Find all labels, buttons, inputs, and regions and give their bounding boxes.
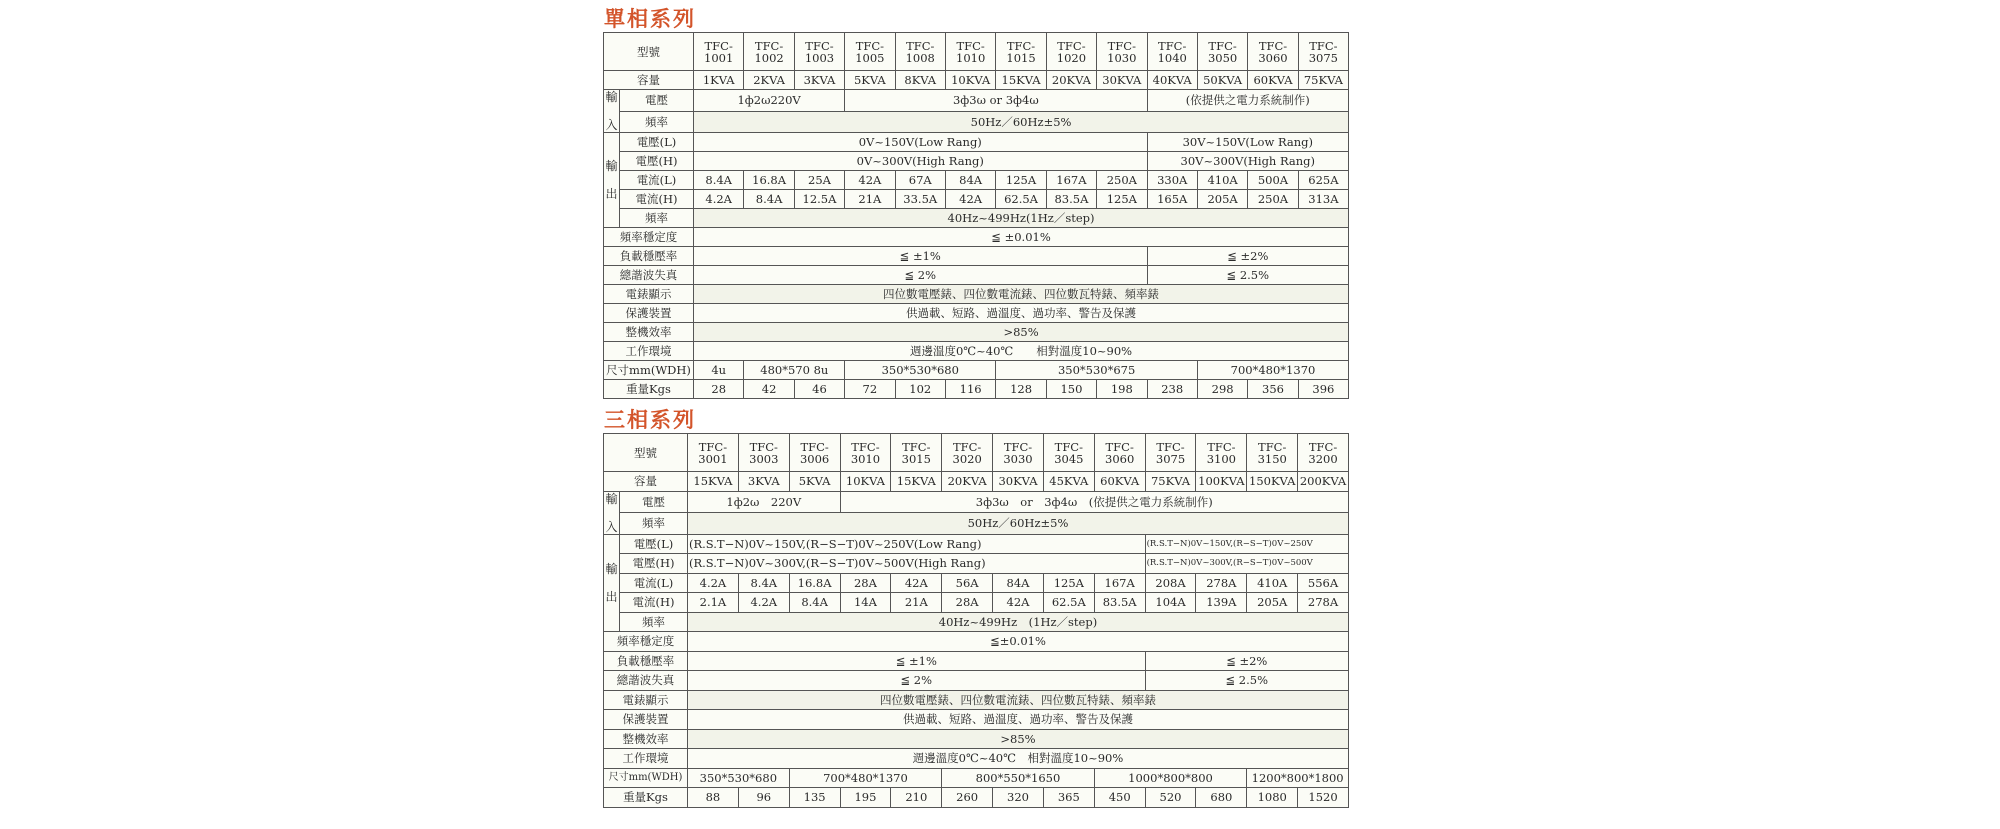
size-cell: 4u <box>694 361 744 380</box>
model-cell: TFC- 1020 <box>1046 33 1096 71</box>
stability-row <box>604 632 1349 652</box>
stability-value: ≦ ±0.01% <box>694 228 1349 247</box>
model-cell: TFC- 1003 <box>794 33 844 71</box>
efficiency-value: >85% <box>688 729 1349 749</box>
curr-l-cell: 278A <box>1196 573 1247 593</box>
capacity-label: 容量 <box>604 71 694 90</box>
curr-h-cell: 205A <box>1247 593 1298 613</box>
protection-row <box>604 710 1349 730</box>
thd-value-high: ≦ 2.5% <box>1145 671 1348 691</box>
size-cell: 350*530*675 <box>996 361 1198 380</box>
capacity-cell: 150KVA <box>1247 472 1298 492</box>
input-voltage-three: 3ф3ω or 3ф4ω (依提供之電力系統制作) <box>840 491 1348 513</box>
environment-value: 週邊溫度0℃~40℃ 相對溫度10~90% <box>694 342 1349 361</box>
input-group-label: 輸 入 <box>605 90 618 132</box>
weight-cell: 356 <box>1248 380 1298 399</box>
curr-l-cell: 84A <box>945 171 995 190</box>
weight-cell: 520 <box>1145 788 1196 808</box>
volt-h-label: 電壓(H) <box>620 152 694 171</box>
curr-h-cell: 313A <box>1298 190 1348 209</box>
curr-h-cell: 104A <box>1145 593 1196 613</box>
weight-cell: 298 <box>1197 380 1247 399</box>
curr-h-cell: 250A <box>1248 190 1298 209</box>
output-group-label: 輸 出 <box>604 133 620 228</box>
size-cell: 1200*800*1800 <box>1247 768 1349 788</box>
model-row <box>604 33 1349 71</box>
capacity-cell: 30KVA <box>993 472 1044 492</box>
model-cell: TFC- 3003 <box>738 434 789 472</box>
output-curr-l-row <box>604 171 1349 190</box>
load-regulation-value-high: ≦ ±2% <box>1147 247 1349 266</box>
input-freq-value: 50Hz／60Hz±5% <box>688 513 1349 535</box>
weight-cell: 96 <box>738 788 789 808</box>
curr-h-label: 電流(H) <box>620 190 694 209</box>
load-regulation-value: ≦ ±1% <box>694 247 1148 266</box>
volt-h-value: 0V~300V(High Rang) <box>694 152 1148 171</box>
model-cell: TFC- 3030 <box>993 434 1044 472</box>
curr-h-cell: 21A <box>891 593 942 613</box>
weight-row <box>604 788 1349 808</box>
volt-l-label: 電壓(L) <box>620 534 688 554</box>
load-regulation-value-high: ≦ ±2% <box>1145 651 1348 671</box>
environment-row <box>604 749 1349 769</box>
thd-value-high: ≦ 2.5% <box>1147 266 1349 285</box>
curr-l-cell: 42A <box>845 171 895 190</box>
environment-value: 週邊溫度0℃~40℃ 相對溫度10~90% <box>688 749 1349 769</box>
model-label: 型號 <box>604 434 688 472</box>
output-group-label: 輸 出 <box>604 534 620 632</box>
input-freq-row <box>604 111 1349 133</box>
load-regulation-label: 負載穩壓率 <box>604 651 688 671</box>
curr-h-cell: 4.2A <box>694 190 744 209</box>
weight-cell: 238 <box>1147 380 1197 399</box>
capacity-cell: 20KVA <box>1046 71 1096 90</box>
input-freq-label: 頻率 <box>620 111 694 133</box>
capacity-cell: 75KVA <box>1145 472 1196 492</box>
weight-cell: 396 <box>1298 380 1348 399</box>
model-cell: TFC- 3010 <box>840 434 891 472</box>
meter-value: 四位數電壓錶、四位數電流錶、四位數瓦特錶、頻率錶 <box>688 690 1349 710</box>
load-regulation-label: 負載穩壓率 <box>604 247 694 266</box>
curr-l-cell: 556A <box>1298 573 1349 593</box>
model-cell: TFC- 1005 <box>845 33 895 71</box>
capacity-cell: 10KVA <box>945 71 995 90</box>
thd-label: 總諧波失真 <box>604 266 694 285</box>
curr-h-cell: 125A <box>1097 190 1147 209</box>
thd-label: 總諧波失真 <box>604 671 688 691</box>
capacity-cell: 20KVA <box>942 472 993 492</box>
size-row <box>604 768 1349 788</box>
single-phase-title: 單相系列 <box>604 7 696 31</box>
model-cell: TFC- 3050 <box>1197 33 1247 71</box>
meter-label: 電錶顯示 <box>604 285 694 304</box>
input-voltage-label: 電壓 <box>620 90 694 112</box>
curr-l-cell: 56A <box>942 573 993 593</box>
model-cell: TFC- 1030 <box>1097 33 1147 71</box>
curr-l-cell: 625A <box>1298 171 1348 190</box>
volt-l-value-high: (R.S.T−N)0V~150V,(R−S−T)0V~250V <box>1145 534 1348 554</box>
output-curr-l-row <box>604 573 1349 593</box>
curr-l-label: 電流(L) <box>620 171 694 190</box>
output-freq-row <box>604 612 1349 632</box>
model-cell: TFC- 3060 <box>1248 33 1298 71</box>
capacity-cell: 15KVA <box>688 472 739 492</box>
weight-cell: 116 <box>945 380 995 399</box>
efficiency-value: >85% <box>694 323 1349 342</box>
capacity-cell: 5KVA <box>845 71 895 90</box>
output-curr-h-row <box>604 190 1349 209</box>
curr-h-cell: 8.4A <box>744 190 794 209</box>
volt-h-label: 電壓(H) <box>620 554 688 574</box>
curr-h-cell: 62.5A <box>1043 593 1094 613</box>
input-voltage-three: 3ф3ω or 3ф4ω <box>845 90 1147 112</box>
capacity-cell: 10KVA <box>840 472 891 492</box>
curr-h-cell: 12.5A <box>794 190 844 209</box>
curr-h-cell: 8.4A <box>789 593 840 613</box>
output-freq-label: 頻率 <box>620 209 694 228</box>
capacity-cell: 75KVA <box>1298 71 1348 90</box>
curr-l-cell: 250A <box>1097 171 1147 190</box>
input-voltage-label: 電壓 <box>620 491 688 513</box>
curr-h-cell: 14A <box>840 593 891 613</box>
output-freq-value: 40Hz~499Hz (1Hz／step) <box>688 612 1349 632</box>
capacity-cell: 45KVA <box>1043 472 1094 492</box>
size-cell: 700*480*1370 <box>1197 361 1348 380</box>
curr-h-label: 電流(H) <box>620 593 688 613</box>
capacity-cell: 3KVA <box>794 71 844 90</box>
curr-h-cell: 2.1A <box>688 593 739 613</box>
model-cell: TFC- 1010 <box>945 33 995 71</box>
model-cell: TFC- 3200 <box>1298 434 1349 472</box>
curr-l-cell: 25A <box>794 171 844 190</box>
protection-row <box>604 304 1349 323</box>
volt-h-value-high: (R.S.T−N)0V~300V,(R−S−T)0V~500V <box>1145 554 1348 574</box>
curr-l-cell: 125A <box>1043 573 1094 593</box>
model-cell: TFC- 3020 <box>942 434 993 472</box>
weight-cell: 450 <box>1094 788 1145 808</box>
capacity-cell: 15KVA <box>891 472 942 492</box>
curr-h-cell: 83.5A <box>1094 593 1145 613</box>
capacity-cell: 3KVA <box>738 472 789 492</box>
stability-label: 頻率穩定度 <box>604 228 694 247</box>
weight-cell: 135 <box>789 788 840 808</box>
weight-cell: 1080 <box>1247 788 1298 808</box>
input-group-label: 輸 入 <box>605 491 618 534</box>
curr-l-cell: 16.8A <box>789 573 840 593</box>
model-cell: TFC- 3006 <box>789 434 840 472</box>
model-cell: TFC- 3150 <box>1247 434 1298 472</box>
curr-h-cell: 42A <box>945 190 995 209</box>
capacity-cell: 60KVA <box>1094 472 1145 492</box>
curr-h-cell: 278A <box>1298 593 1349 613</box>
capacity-cell: 8KVA <box>895 71 945 90</box>
size-label: 尺寸mm(WDH) <box>604 361 694 380</box>
spec-document <box>603 6 1348 808</box>
efficiency-row <box>604 729 1349 749</box>
output-volt-h-row <box>604 554 1349 574</box>
input-voltage-row <box>604 90 1349 112</box>
three-phase-title: 三相系列 <box>604 408 696 432</box>
protection-value: 供過載、短路、過溫度、過功率、警告及保護 <box>688 710 1349 730</box>
protection-label: 保護裝置 <box>604 304 694 323</box>
meter-label: 電錶顯示 <box>604 690 688 710</box>
size-cell: 350*530*680 <box>688 768 790 788</box>
curr-l-cell: 208A <box>1145 573 1196 593</box>
weight-cell: 680 <box>1196 788 1247 808</box>
weight-row <box>604 380 1349 399</box>
model-row <box>604 434 1349 472</box>
capacity-cell: 30KVA <box>1097 71 1147 90</box>
capacity-cell: 60KVA <box>1248 71 1298 90</box>
weight-cell: 365 <box>1043 788 1094 808</box>
curr-l-cell: 167A <box>1094 573 1145 593</box>
curr-l-cell: 410A <box>1247 573 1298 593</box>
model-cell: TFC- 3075 <box>1298 33 1348 71</box>
weight-cell: 46 <box>794 380 844 399</box>
curr-l-label: 電流(L) <box>620 573 688 593</box>
weight-cell: 1520 <box>1298 788 1349 808</box>
weight-label: 重量Kgs <box>604 380 694 399</box>
thd-row <box>604 671 1349 691</box>
output-volt-h-row <box>604 152 1349 171</box>
volt-h-value: (R.S.T−N)0V~300V,(R−S−T)0V~500V(High Rang) <box>688 554 1146 574</box>
volt-l-label: 電壓(L) <box>620 133 694 152</box>
curr-h-cell: 21A <box>845 190 895 209</box>
capacity-row <box>604 472 1349 492</box>
output-freq-value: 40Hz~499Hz(1Hz／step) <box>694 209 1349 228</box>
weight-cell: 198 <box>1097 380 1147 399</box>
output-volt-l-row <box>604 534 1349 554</box>
stability-value: ≦±0.01% <box>688 632 1349 652</box>
curr-h-cell: 42A <box>993 593 1044 613</box>
capacity-cell: 200KVA <box>1298 472 1349 492</box>
size-cell: 480*570 8u <box>744 361 845 380</box>
model-cell: TFC- 3100 <box>1196 434 1247 472</box>
capacity-cell: 100KVA <box>1196 472 1247 492</box>
model-cell: TFC- 3045 <box>1043 434 1094 472</box>
input-freq-label: 頻率 <box>620 513 688 535</box>
input-freq-row <box>604 513 1349 535</box>
size-row <box>604 361 1349 380</box>
model-cell: TFC- 3001 <box>688 434 739 472</box>
capacity-label: 容量 <box>604 472 688 492</box>
weight-cell: 260 <box>942 788 993 808</box>
curr-h-cell: 139A <box>1196 593 1247 613</box>
output-freq-row <box>604 209 1349 228</box>
volt-h-value-high: 30V~300V(High Rang) <box>1147 152 1349 171</box>
capacity-cell: 50KVA <box>1197 71 1247 90</box>
curr-l-cell: 167A <box>1046 171 1096 190</box>
model-cell: TFC- 1002 <box>744 33 794 71</box>
model-cell: TFC- 1015 <box>996 33 1046 71</box>
model-cell: TFC- 3060 <box>1094 434 1145 472</box>
meter-row <box>604 285 1349 304</box>
load-regulation-row <box>604 247 1349 266</box>
curr-h-cell: 205A <box>1197 190 1247 209</box>
weight-cell: 88 <box>688 788 739 808</box>
stability-row <box>604 228 1349 247</box>
thd-row <box>604 266 1349 285</box>
thd-value: ≦ 2% <box>688 671 1146 691</box>
environment-label: 工作環境 <box>604 749 688 769</box>
curr-l-cell: 500A <box>1248 171 1298 190</box>
size-cell: 1000*800*800 <box>1094 768 1247 788</box>
protection-label: 保護裝置 <box>604 710 688 730</box>
model-cell: TFC- 1001 <box>694 33 744 71</box>
weight-label: 重量Kgs <box>604 788 688 808</box>
size-cell: 350*530*680 <box>845 361 996 380</box>
curr-l-cell: 330A <box>1147 171 1197 190</box>
single-phase-table <box>603 32 1349 399</box>
capacity-cell: 15KVA <box>996 71 1046 90</box>
efficiency-label: 整機效率 <box>604 323 694 342</box>
curr-l-cell: 125A <box>996 171 1046 190</box>
model-cell: TFC- 1008 <box>895 33 945 71</box>
output-freq-label: 頻率 <box>620 612 688 632</box>
model-label: 型號 <box>604 33 694 71</box>
curr-l-cell: 16.8A <box>744 171 794 190</box>
curr-l-cell: 67A <box>895 171 945 190</box>
stability-label: 頻率穩定度 <box>604 632 688 652</box>
input-freq-value: 50Hz／60Hz±5% <box>694 111 1349 133</box>
weight-cell: 42 <box>744 380 794 399</box>
curr-l-cell: 410A <box>1197 171 1247 190</box>
curr-l-cell: 4.2A <box>688 573 739 593</box>
efficiency-row <box>604 323 1349 342</box>
weight-cell: 320 <box>993 788 1044 808</box>
curr-h-cell: 28A <box>942 593 993 613</box>
load-regulation-row <box>604 651 1349 671</box>
volt-l-value: 0V~150V(Low Rang) <box>694 133 1148 152</box>
curr-h-cell: 165A <box>1147 190 1197 209</box>
model-cell: TFC- 3015 <box>891 434 942 472</box>
three-phase-table <box>603 433 1349 808</box>
capacity-row <box>604 71 1349 90</box>
environment-row <box>604 342 1349 361</box>
size-cell: 700*480*1370 <box>789 768 942 788</box>
weight-cell: 150 <box>1046 380 1096 399</box>
protection-value: 供過載、短路、過溫度、過功率、警告及保護 <box>694 304 1349 323</box>
input-voltage-single: 1ф2ω 220V <box>688 491 841 513</box>
volt-l-value-high: 30V~150V(Low Rang) <box>1147 133 1349 152</box>
model-cell: TFC- 1040 <box>1147 33 1197 71</box>
capacity-cell: 2KVA <box>744 71 794 90</box>
curr-l-cell: 84A <box>993 573 1044 593</box>
curr-h-cell: 62.5A <box>996 190 1046 209</box>
input-voltage-row <box>604 491 1349 513</box>
curr-h-cell: 83.5A <box>1046 190 1096 209</box>
weight-cell: 210 <box>891 788 942 808</box>
size-cell: 800*550*1650 <box>942 768 1095 788</box>
model-cell: TFC- 3075 <box>1145 434 1196 472</box>
weight-cell: 28 <box>694 380 744 399</box>
volt-l-value: (R.S.T−N)0V~150V,(R−S−T)0V~250V(Low Rang) <box>688 534 1146 554</box>
weight-cell: 102 <box>895 380 945 399</box>
efficiency-label: 整機效率 <box>604 729 688 749</box>
input-voltage-note: (依提供之電力系統制作) <box>1147 90 1349 112</box>
curr-l-cell: 42A <box>891 573 942 593</box>
environment-label: 工作環境 <box>604 342 694 361</box>
curr-l-cell: 8.4A <box>738 573 789 593</box>
output-curr-h-row <box>604 593 1349 613</box>
weight-cell: 72 <box>845 380 895 399</box>
capacity-cell: 40KVA <box>1147 71 1197 90</box>
output-volt-l-row <box>604 133 1349 152</box>
meter-value: 四位數電壓錶、四位數電流錶、四位數瓦特錶、頻率錶 <box>694 285 1349 304</box>
weight-cell: 128 <box>996 380 1046 399</box>
curr-l-cell: 28A <box>840 573 891 593</box>
thd-value: ≦ 2% <box>694 266 1148 285</box>
curr-h-cell: 33.5A <box>895 190 945 209</box>
size-label: 尺寸mm(WDH) <box>604 768 688 788</box>
meter-row <box>604 690 1349 710</box>
capacity-cell: 5KVA <box>789 472 840 492</box>
input-voltage-single: 1ф2ω220V <box>694 90 845 112</box>
load-regulation-value: ≦ ±1% <box>688 651 1146 671</box>
weight-cell: 195 <box>840 788 891 808</box>
capacity-cell: 1KVA <box>694 71 744 90</box>
curr-h-cell: 4.2A <box>738 593 789 613</box>
curr-l-cell: 8.4A <box>694 171 744 190</box>
